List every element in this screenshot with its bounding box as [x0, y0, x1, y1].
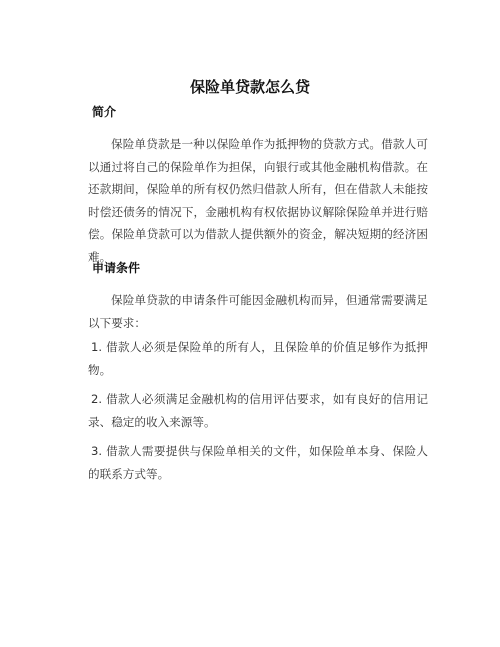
requirement-item-1: 1. 借款人必须是保险单的所有人，且保险单的价值足够作为抵押物。: [88, 340, 428, 377]
requirement-item-3: 3. 借款人需要提供与保险单相关的文件，如保险单本身、保险人的联系方式等。: [88, 444, 428, 481]
document-title: 保险单贷款怎么贷: [189, 78, 310, 96]
requirements-paragraph: 保险单贷款的申请条件可能因金融机构而异，但通常需要满足以下要求：: [88, 293, 428, 330]
intro-paragraph: 保险单贷款是一种以保险单作为抵押物的贷款方式。借款人可以通过将自己的保险单作为担保，向银行或其他金融机构借款。在还款期间，保险单的所有权仍然归借款人所有，但在借款人未能按时偿还债务的情况下，金融机构有权依据协议解除保险单并进行赔偿。保险单贷款可以为借款人提供额外的资金，解决短期的经济困难。: [88, 137, 428, 264]
section-heading-requirements: 申请条件: [92, 261, 141, 275]
requirement-item-2: 2. 借款人必须满足金融机构的信用评估要求，如有良好的信用记录、稳定的收入来源等。: [88, 392, 428, 429]
section-heading-intro: 简介: [92, 105, 117, 119]
